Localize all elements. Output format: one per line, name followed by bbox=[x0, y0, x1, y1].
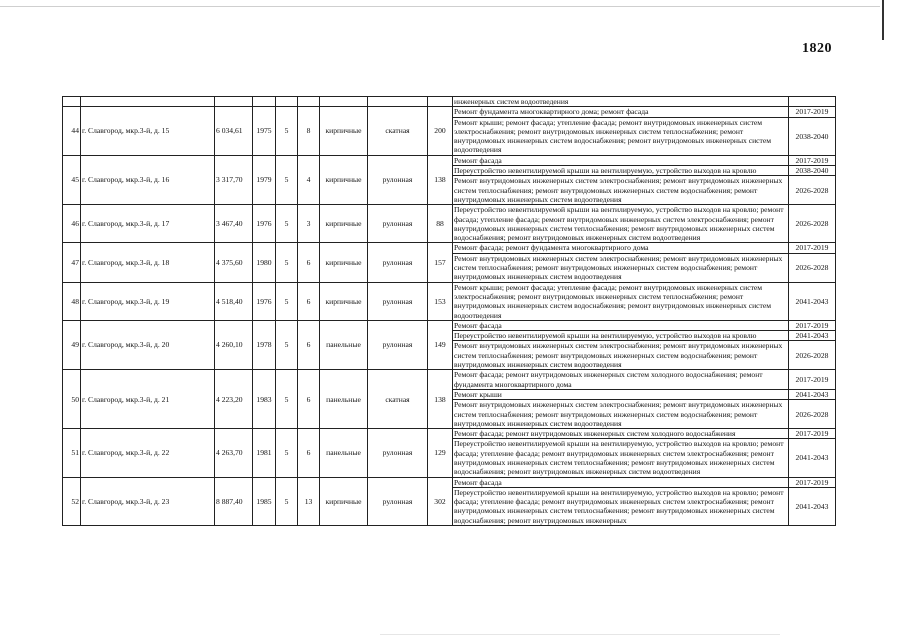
work-cell: Ремонт внутридомовых инженерных систем электроснабжения; ремонт внутридомовых инженерных систем теплоснабжения; ремонт внутридомовых инженерных систем водоснабжения; ремонт внутридомовых инженерных систем водоотведения bbox=[453, 253, 789, 282]
row-number-cell: 47 bbox=[63, 243, 81, 282]
row-number-cell: 51 bbox=[63, 429, 81, 477]
area-cell: 8 887,40 bbox=[215, 477, 253, 525]
entrances-cell: 6 bbox=[298, 320, 320, 369]
wall-material-cell: панельные bbox=[320, 429, 368, 477]
work-cell: Переустройство невентилируемой крыши на вентилируемую, устройство выходов на кровлю bbox=[453, 166, 789, 176]
floors-cell: 5 bbox=[276, 155, 298, 204]
row-number-cell: 52 bbox=[63, 477, 81, 525]
entrances-cell: 6 bbox=[298, 282, 320, 320]
empty-cell bbox=[81, 97, 215, 107]
residents-cell: 200 bbox=[428, 107, 453, 155]
residents-cell: 88 bbox=[428, 205, 453, 243]
period-cell: 2026-2028 bbox=[789, 205, 836, 243]
empty-cell bbox=[215, 97, 253, 107]
empty-cell bbox=[276, 97, 298, 107]
table-row bbox=[63, 282, 836, 320]
address-cell: г. Славгород, мкр.3-й, д. 17 bbox=[81, 205, 215, 243]
empty-cell bbox=[320, 97, 368, 107]
residents-cell: 302 bbox=[428, 477, 453, 525]
wall-material-cell: кирпичные bbox=[320, 155, 368, 204]
work-cell: Ремонт крыши; ремонт фасада; утепление фасада; ремонт внутридомовых инженерных систем электроснабжения; ремонт внутридомовых инженерных систем теплоснабжения; ремонт внутридомовых инженерных систем водоснабжения; ремонт внутридомовых инженерных систем водоотведения bbox=[453, 282, 789, 320]
year-cell: 1976 bbox=[253, 282, 276, 320]
roof-type-cell: рулонная bbox=[368, 205, 428, 243]
period-cell: 2026-2028 bbox=[789, 341, 836, 370]
scan-edge-top bbox=[0, 6, 880, 7]
wall-material-cell: кирпичные bbox=[320, 243, 368, 282]
row-number-cell: 46 bbox=[63, 205, 81, 243]
floors-cell: 5 bbox=[276, 320, 298, 369]
address-cell: г. Славгород, мкр.3-й, д. 15 bbox=[81, 107, 215, 155]
year-cell: 1981 bbox=[253, 429, 276, 477]
period-cell: 2041-2043 bbox=[789, 389, 836, 399]
table-row bbox=[63, 205, 836, 243]
period-cell: 2026-2028 bbox=[789, 176, 836, 205]
address-cell: г. Славгород, мкр.3-й, д. 16 bbox=[81, 155, 215, 204]
row-number-cell: 45 bbox=[63, 155, 81, 204]
residents-cell: 157 bbox=[428, 243, 453, 282]
wall-material-cell: кирпичные bbox=[320, 282, 368, 320]
roof-type-cell: скатная bbox=[368, 107, 428, 155]
address-cell: г. Славгород, мкр.3-й, д. 21 bbox=[81, 370, 215, 429]
wall-material-cell: кирпичные bbox=[320, 205, 368, 243]
empty-cell bbox=[63, 97, 81, 107]
work-cell: инженерных систем водоотведения bbox=[453, 97, 789, 107]
work-cell: Переустройство невентилируемой крыши на вентилируемую, устройство выходов на кровлю; ремонт фасада; утепление фасада; ремонт внутридомовых инженерных систем электроснабжения; ремонт внутридомовых инженерных систем теплоснабжения; ремонт внутридомовых инженерных систем водоснабжения; ремонт внутридомовых инженерных систем водоотведения bbox=[453, 205, 789, 243]
work-cell: Переустройство невентилируемой крыши на вентилируемую, устройство выходов на кровлю; ремонт фасада; утепление фасада; ремонт внутридомовых инженерных систем электроснабжения; ремонт внутридомовых инженерных систем теплоснабжения; ремонт внутридомовых инженерных систем водоснабжения; ремонт внутридомовых инженерных систем водоотведения bbox=[453, 439, 789, 477]
area-cell: 3 467,40 bbox=[215, 205, 253, 243]
table-row bbox=[63, 155, 836, 165]
work-cell: Ремонт фасада; ремонт внутридомовых инженерных систем холодного водоснабжения bbox=[453, 429, 789, 439]
floors-cell: 5 bbox=[276, 429, 298, 477]
wall-material-cell: панельные bbox=[320, 320, 368, 369]
period-cell: 2038-2040 bbox=[789, 166, 836, 176]
period-cell bbox=[789, 97, 836, 107]
wall-material-cell: кирпичные bbox=[320, 477, 368, 525]
residents-cell: 149 bbox=[428, 320, 453, 369]
period-cell: 2017-2019 bbox=[789, 429, 836, 439]
year-cell: 1979 bbox=[253, 155, 276, 204]
scan-edge-right bbox=[882, 0, 884, 40]
period-cell: 2017-2019 bbox=[789, 155, 836, 165]
empty-cell bbox=[253, 97, 276, 107]
work-cell: Ремонт фасада; ремонт фундамента многоквартирного дома bbox=[453, 243, 789, 253]
floors-cell: 5 bbox=[276, 107, 298, 155]
empty-cell bbox=[428, 97, 453, 107]
work-cell: Ремонт фасада bbox=[453, 155, 789, 165]
residents-cell: 138 bbox=[428, 155, 453, 204]
year-cell: 1975 bbox=[253, 107, 276, 155]
scan-edge-bottom bbox=[380, 634, 780, 635]
period-cell: 2041-2043 bbox=[789, 487, 836, 525]
period-cell: 2041-2043 bbox=[789, 439, 836, 477]
address-cell: г. Славгород, мкр.3-й, д. 18 bbox=[81, 243, 215, 282]
year-cell: 1978 bbox=[253, 320, 276, 369]
row-number-cell: 48 bbox=[63, 282, 81, 320]
roof-type-cell: рулонная bbox=[368, 429, 428, 477]
work-cell: Ремонт фасада bbox=[453, 477, 789, 487]
table-row bbox=[63, 243, 836, 253]
work-cell: Ремонт внутридомовых инженерных систем электроснабжения; ремонт внутридомовых инженерных систем теплоснабжения; ремонт внутридомовых инженерных систем водоснабжения; ремонт внутридомовых инженерных систем водоотведения bbox=[453, 400, 789, 429]
work-cell: Переустройство невентилируемой крыши на вентилируемую, устройство выходов на кровлю; ремонт фасада; утепление фасада; ремонт внутридомовых инженерных систем электроснабжения; ремонт внутридомовых инженерных систем теплоснабжения; ремонт внутридомовых инженерных систем водоснабжения; ремонт внутридомовых инженерных bbox=[453, 487, 789, 525]
empty-cell bbox=[368, 97, 428, 107]
period-cell: 2017-2019 bbox=[789, 370, 836, 390]
year-cell: 1983 bbox=[253, 370, 276, 429]
table-row bbox=[63, 477, 836, 487]
floors-cell: 5 bbox=[276, 370, 298, 429]
roof-type-cell: рулонная bbox=[368, 477, 428, 525]
area-cell: 4 518,40 bbox=[215, 282, 253, 320]
residents-cell: 138 bbox=[428, 370, 453, 429]
area-cell: 4 263,70 bbox=[215, 429, 253, 477]
roof-type-cell: рулонная bbox=[368, 243, 428, 282]
continuation-row bbox=[63, 97, 836, 107]
housing-repair-table bbox=[62, 96, 836, 526]
address-cell: г. Славгород, мкр.3-й, д. 20 bbox=[81, 320, 215, 369]
roof-type-cell: рулонная bbox=[368, 320, 428, 369]
roof-type-cell: рулонная bbox=[368, 155, 428, 204]
roof-type-cell: скатная bbox=[368, 370, 428, 429]
entrances-cell: 6 bbox=[298, 370, 320, 429]
page-number: 1820 bbox=[802, 41, 832, 56]
wall-material-cell: панельные bbox=[320, 370, 368, 429]
work-cell: Ремонт фасада; ремонт внутридомовых инженерных систем холодного водоснабжения; ремонт фундамента многоквартирного дома bbox=[453, 370, 789, 390]
empty-cell bbox=[298, 97, 320, 107]
period-cell: 2017-2019 bbox=[789, 243, 836, 253]
entrances-cell: 6 bbox=[298, 243, 320, 282]
address-cell: г. Славгород, мкр.3-й, д. 22 bbox=[81, 429, 215, 477]
work-cell: Ремонт фундамента многоквартирного дома; ремонт фасада bbox=[453, 107, 789, 117]
year-cell: 1980 bbox=[253, 243, 276, 282]
period-cell: 2026-2028 bbox=[789, 400, 836, 429]
work-cell: Ремонт фасада bbox=[453, 320, 789, 330]
wall-material-cell: кирпичные bbox=[320, 107, 368, 155]
table-row bbox=[63, 107, 836, 117]
entrances-cell: 3 bbox=[298, 205, 320, 243]
area-cell: 4 260,10 bbox=[215, 320, 253, 369]
work-cell: Ремонт крыши; ремонт фасада; утепление фасада; ремонт внутридомовых инженерных систем электроснабжения; ремонт внутридомовых инженерных систем теплоснабжения; ремонт внутридомовых инженерных систем водоснабжения; ремонт внутридомовых инженерных систем водоотведения bbox=[453, 117, 789, 155]
row-number-cell: 44 bbox=[63, 107, 81, 155]
year-cell: 1976 bbox=[253, 205, 276, 243]
work-cell: Переустройство невентилируемой крыши на вентилируемую, устройство выходов на кровлю bbox=[453, 331, 789, 341]
period-cell: 2041-2043 bbox=[789, 282, 836, 320]
address-cell: г. Славгород, мкр.3-й, д. 19 bbox=[81, 282, 215, 320]
area-cell: 3 317,70 bbox=[215, 155, 253, 204]
table-row bbox=[63, 320, 836, 330]
work-cell: Ремонт крыши bbox=[453, 389, 789, 399]
residents-cell: 153 bbox=[428, 282, 453, 320]
table-row bbox=[63, 429, 836, 439]
roof-type-cell: рулонная bbox=[368, 282, 428, 320]
row-number-cell: 49 bbox=[63, 320, 81, 369]
entrances-cell: 6 bbox=[298, 429, 320, 477]
period-cell: 2026-2028 bbox=[789, 253, 836, 282]
year-cell: 1985 bbox=[253, 477, 276, 525]
entrances-cell: 4 bbox=[298, 155, 320, 204]
work-cell: Ремонт внутридомовых инженерных систем электроснабжения; ремонт внутридомовых инженерных систем теплоснабжения; ремонт внутридомовых инженерных систем водоснабжения; ремонт внутридомовых инженерных систем водоотведения bbox=[453, 176, 789, 205]
area-cell: 4 375,60 bbox=[215, 243, 253, 282]
address-cell: г. Славгород, мкр.3-й, д. 23 bbox=[81, 477, 215, 525]
period-cell: 2017-2019 bbox=[789, 107, 836, 117]
entrances-cell: 8 bbox=[298, 107, 320, 155]
period-cell: 2017-2019 bbox=[789, 320, 836, 330]
table-row bbox=[63, 370, 836, 390]
floors-cell: 5 bbox=[276, 477, 298, 525]
period-cell: 2041-2043 bbox=[789, 331, 836, 341]
floors-cell: 5 bbox=[276, 205, 298, 243]
area-cell: 6 034,61 bbox=[215, 107, 253, 155]
floors-cell: 5 bbox=[276, 282, 298, 320]
work-cell: Ремонт внутридомовых инженерных систем электроснабжения; ремонт внутридомовых инженерных систем теплоснабжения; ремонт внутридомовых инженерных систем водоснабжения; ремонт внутридомовых инженерных систем водоотведения bbox=[453, 341, 789, 370]
period-cell: 2038-2040 bbox=[789, 117, 836, 155]
floors-cell: 5 bbox=[276, 243, 298, 282]
entrances-cell: 13 bbox=[298, 477, 320, 525]
area-cell: 4 223,20 bbox=[215, 370, 253, 429]
period-cell: 2017-2019 bbox=[789, 477, 836, 487]
residents-cell: 129 bbox=[428, 429, 453, 477]
row-number-cell: 50 bbox=[63, 370, 81, 429]
table-body bbox=[63, 97, 836, 526]
